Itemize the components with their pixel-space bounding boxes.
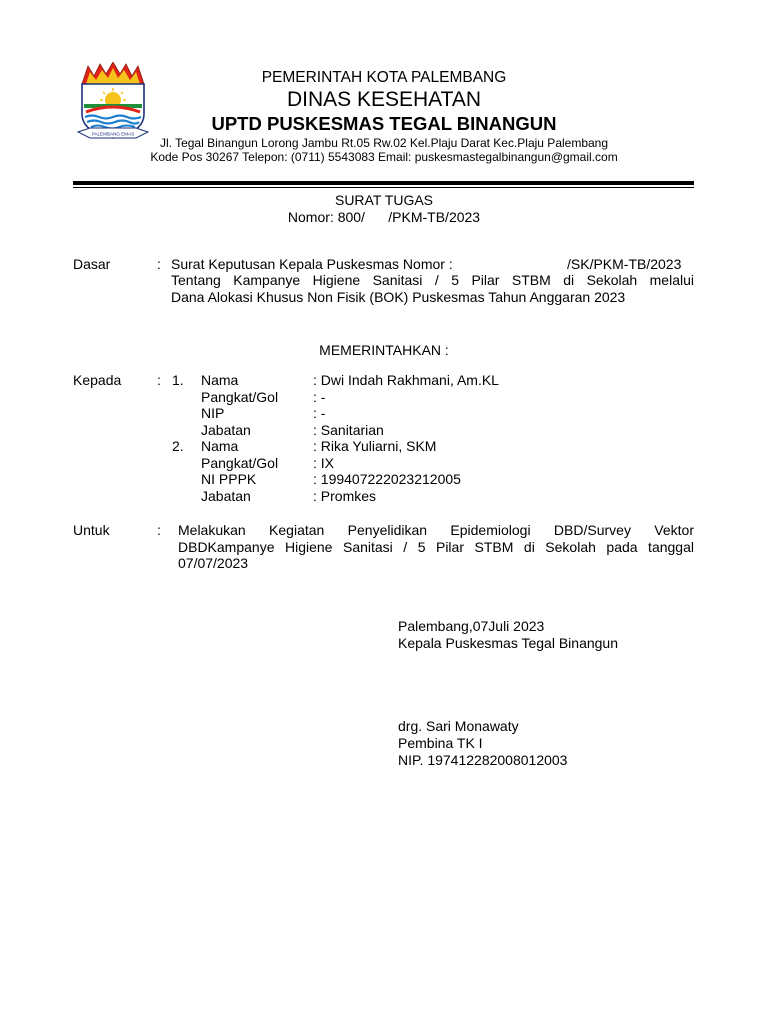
person-field-value: : 199407222023212005 bbox=[313, 471, 461, 487]
person-field-value: : Sanitarian bbox=[313, 421, 384, 438]
dasar-text bbox=[171, 272, 694, 305]
letterhead-divider-thick bbox=[73, 181, 694, 185]
person-field-value: : Promkes bbox=[313, 487, 377, 504]
person-number: 1. bbox=[172, 372, 184, 388]
dasar-line-3: Dana Alokasi Khusus Non Fisik (BOK) Puskesmas Tahun Anggaran 2023 bbox=[171, 288, 626, 305]
person-field-value: : Rika Yuliarni, SKM bbox=[313, 438, 437, 454]
letterhead-address: Jl. Tegal Binangun Lorong Jambu Rt.05 Rw.02 Kel.Plaju Darat Kec.Plaju Palembang bbox=[159, 136, 609, 150]
kepada-colon: : bbox=[157, 372, 161, 388]
signature-nip: NIP. 197412282008012003 bbox=[398, 752, 568, 768]
kepada-label: Kepada bbox=[73, 372, 122, 388]
untuk-line-3: 07/07/2023 bbox=[178, 555, 249, 571]
dasar-colon: : bbox=[157, 256, 161, 272]
letterhead-contact: Kode Pos 30267 Telepon: (0711) 5543083 Email: puskesmastegalbinangun@gmail.com bbox=[150, 150, 618, 164]
person-field-value: : - bbox=[313, 405, 326, 421]
letterhead-divider-thin bbox=[73, 187, 694, 188]
person-number: 2. bbox=[172, 438, 184, 454]
command-heading: MEMERINTAHKAN : bbox=[319, 342, 449, 358]
person-field-value: : IX bbox=[313, 454, 335, 471]
signature-place-date: Palembang,07Juli 2023 bbox=[398, 618, 545, 634]
untuk-line-2: DBDKampanye Higiene Sanitasi / 5 Pilar STBM di Sekolah pada tanggal bbox=[178, 538, 694, 555]
dasar-label: Dasar bbox=[73, 256, 111, 272]
untuk-line-1: Melakukan Kegiatan Penyelidikan Epidemiologi DBD/Survey Vektor bbox=[178, 522, 694, 538]
person-field-label: NIP bbox=[201, 405, 225, 421]
person-field-value: : - bbox=[313, 388, 326, 405]
signature-rank: Pembina TK I bbox=[398, 735, 483, 751]
letterhead-department: DINAS KESEHATAN bbox=[286, 88, 482, 111]
person-field-label: Pangkat/Gol bbox=[201, 388, 279, 405]
untuk-colon: : bbox=[157, 522, 161, 538]
person-field-label: Pangkat/Gol bbox=[201, 454, 279, 471]
letterhead-government: PEMERINTAH KOTA PALEMBANG bbox=[261, 69, 507, 86]
letter-title: SURAT TUGAS bbox=[334, 192, 434, 208]
signature-position: Kepala Puskesmas Tegal Binangun bbox=[398, 635, 619, 651]
person-field-label: Jabatan bbox=[201, 487, 251, 504]
logo-ribbon-text: PALEMBANG EMAS bbox=[91, 131, 135, 137]
letterhead-institution: UPTD PUSKESMAS TEGAL BINANGUN bbox=[211, 113, 557, 134]
letter-number: Nomor: 800/ /PKM-TB/2023 bbox=[287, 209, 481, 225]
person-field-label: NI PPPK bbox=[201, 471, 257, 487]
person-field-label: Nama bbox=[201, 372, 239, 388]
untuk-label: Untuk bbox=[73, 522, 110, 538]
dasar-line-1: Surat Keputusan Kepala Puskesmas Nomor : bbox=[171, 256, 453, 272]
person-field-label: Jabatan bbox=[201, 421, 251, 438]
untuk-text bbox=[178, 522, 694, 572]
dasar-line-2: Tentang Kampanye Higiene Sanitasi / 5 Pilar STBM di Sekolah melalui bbox=[171, 272, 694, 288]
person-field-label: Nama bbox=[201, 438, 239, 454]
signature-name: drg. Sari Monawaty bbox=[398, 718, 519, 734]
dasar-sk-number: /SK/PKM-TB/2023 bbox=[567, 256, 682, 272]
person-field-value: : Dwi Indah Rakhmani, Am.KL bbox=[313, 372, 499, 388]
